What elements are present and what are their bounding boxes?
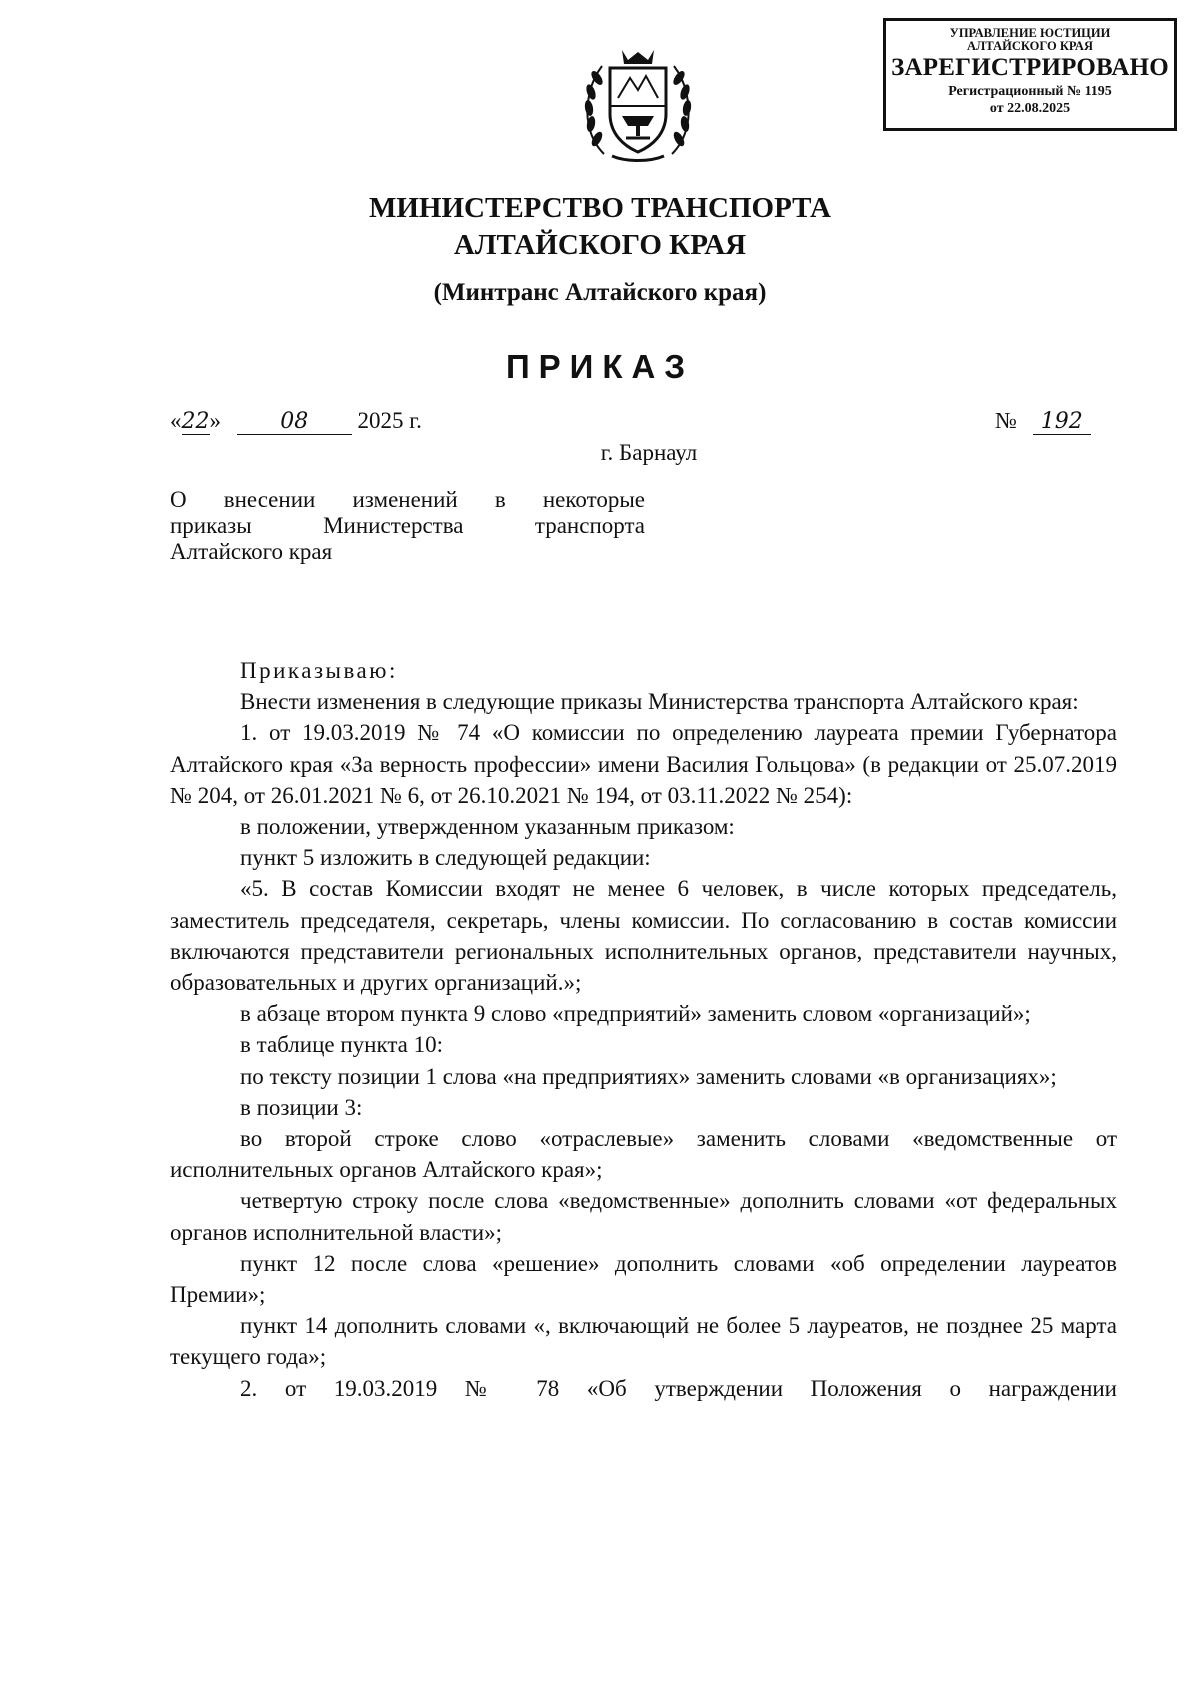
date-quote-close: » bbox=[209, 408, 221, 433]
order-subject bbox=[170, 487, 645, 565]
city-name: г. Барнаул bbox=[600, 440, 698, 465]
order-date bbox=[170, 408, 422, 435]
subject-line1: О внесении изменений в некоторые bbox=[170, 487, 645, 512]
stamp-reg-number: Регистрационный № 1195 bbox=[948, 84, 1112, 99]
body-paragraph: по тексту позиции 1 слова «на предприятиях» заменить словами «в организациях»; bbox=[240, 1063, 1057, 1089]
stamp-org-line1: УПРАВЛЕНИЕ ЮСТИЦИИ bbox=[949, 26, 1111, 40]
document-type-title: ПРИКАЗ bbox=[505, 348, 695, 385]
stamp-status: ЗАРЕГИСТРИРОВАНО bbox=[891, 54, 1169, 81]
body-paragraph: 2. от 19.03.2019 № 78 «Об утверждении Положения о награждении bbox=[240, 1375, 1117, 1401]
ministry-title-line2: АЛТАЙСКОГО КРАЯ bbox=[453, 229, 747, 261]
coat-of-arms-emblem bbox=[582, 42, 694, 166]
stamp-org-line2: АЛТАЙСКОГО КРАЯ bbox=[967, 39, 1093, 53]
body-paragraph: пункт 14 дополнить словами «, включающий не более 5 лауреатов, не позднее 25 марта текущего года»; bbox=[170, 1313, 1117, 1370]
body-paragraph: 1. от 19.03.2019 № 74 «О комиссии по определению лауреата премии Губернатора Алтайского края «За верность профессии» имени Василия Гольцова» (в редакции от 25.07.2019 № 204, от 26.01.2021 № 6, от 26.10.2021 № 194, от 03.11.2022 № 254): bbox=[170, 720, 1117, 808]
body-paragraph: в позиции 3: bbox=[240, 1094, 363, 1120]
subject-line3: Алтайского края bbox=[170, 539, 333, 564]
date-month: 08 bbox=[237, 410, 352, 435]
ministry-short-name: (Минтранс Алтайского края) bbox=[433, 279, 767, 306]
date-year: 2025 г. bbox=[357, 408, 422, 433]
body-paragraph: в таблице пункта 10: bbox=[240, 1032, 444, 1058]
stamp-reg-date: от 22.08.2025 bbox=[989, 101, 1071, 116]
body-paragraph: Внести изменения в следующие приказы Министерства транспорта Алтайского края: bbox=[240, 689, 1079, 715]
body-paragraph: в абзаце втором пункта 9 слово «предприятий» заменить словом «организаций»; bbox=[240, 1001, 1031, 1027]
body-paragraph: «5. В состав Комиссии входят не менее 6 человек, в числе которых председатель, заместитель председателя, секретарь, члены комиссии. По согласованию в состав комиссии включаются представители региональных исполнительных органов, представители научных, образовательных и других организаций.»; bbox=[170, 876, 1117, 996]
order-word: Приказываю: bbox=[240, 658, 398, 683]
registration-stamp bbox=[883, 18, 1177, 131]
number-sign: № bbox=[995, 408, 1017, 433]
order-number-value: 192 bbox=[1033, 410, 1091, 435]
date-quote-open: « bbox=[170, 408, 182, 433]
body-paragraph: во второй строке слово «отраслевые» заменить словами «ведомственные от исполнительных органов Алтайского края»; bbox=[170, 1126, 1117, 1183]
order-number bbox=[995, 408, 1091, 435]
ministry-title-line1: МИНИСТЕРСТВО ТРАНСПОРТА bbox=[369, 192, 831, 224]
date-day: 22 bbox=[181, 409, 210, 434]
body-paragraph: пункт 12 после слова «решение» дополнить словами «об определении лауреатов Премии»; bbox=[170, 1250, 1117, 1308]
body-paragraph: в положении, утвержденном указанным приказом: bbox=[240, 814, 735, 840]
subject-line2: приказы Министерства транспорта bbox=[170, 513, 645, 538]
order-body bbox=[170, 655, 1117, 1404]
body-paragraph: четвертую строку после слова «ведомственные» дополнить словами «от федеральных органов исполнительной власти»; bbox=[170, 1188, 1117, 1245]
body-paragraph: пункт 5 изложить в следующей редакции: bbox=[240, 845, 651, 871]
